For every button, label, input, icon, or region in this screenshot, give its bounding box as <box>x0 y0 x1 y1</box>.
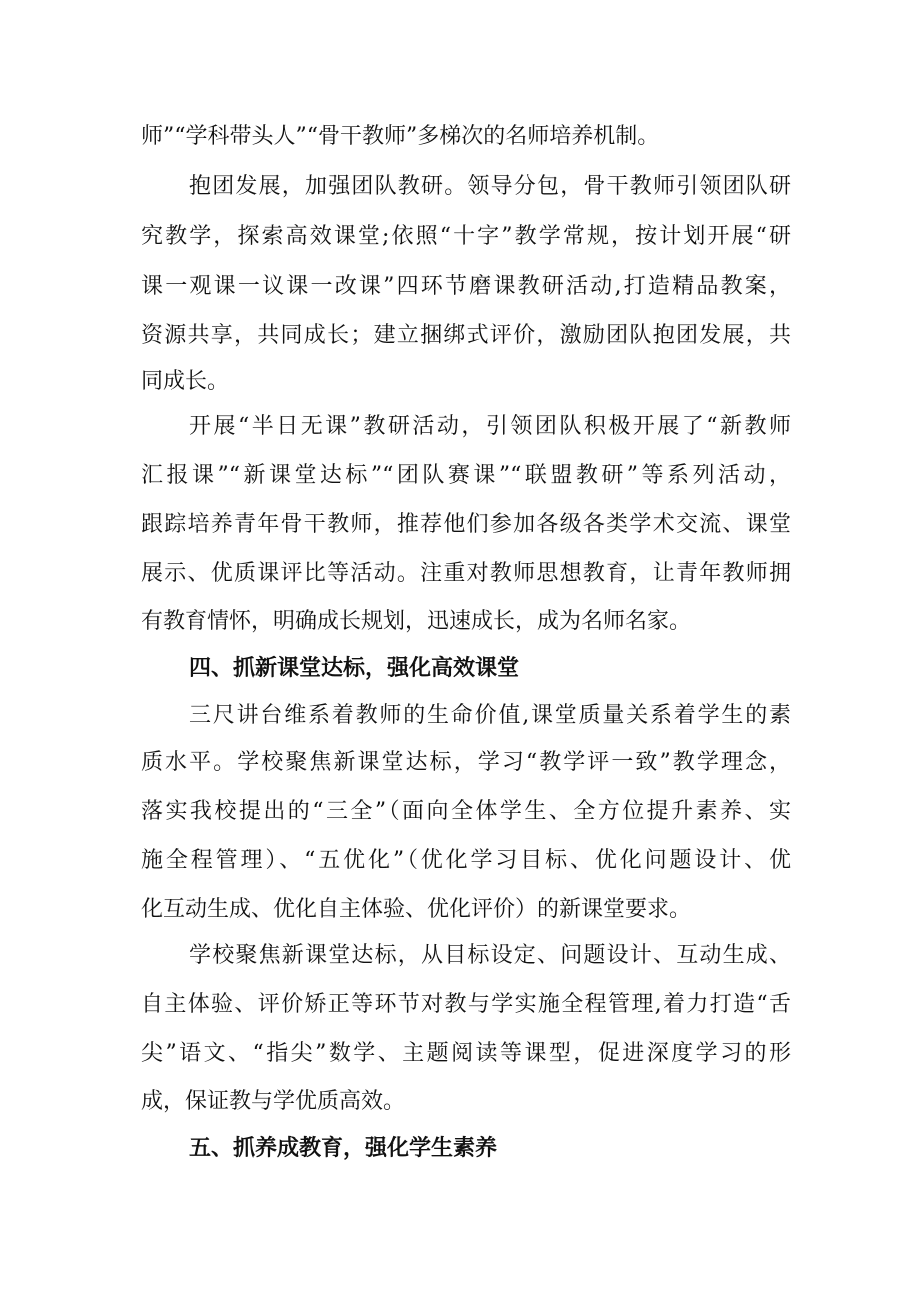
paragraph-line: 有教育情怀，明确成长规划，迅速成长，成为名师名家。 <box>141 609 692 634</box>
paragraph-line: 跟踪培养青年骨干教师，推荐他们参加各级各类学术交流、课堂 <box>141 512 791 537</box>
paragraph-line: 施全程管理）、“五优化”（优化学习目标、优化问题设计、优 <box>141 848 791 873</box>
paragraph-line: 展示、优质课评比等活动。注重对教师思想教育，让青年教师拥 <box>141 561 791 586</box>
paragraph-line: 三尺讲台维系着教师的生命价值,课堂质量关系着学生的素 <box>189 703 791 728</box>
paragraph-line: 开展“半日无课”教研活动，引领团队积极开展了“新教师 <box>189 414 791 439</box>
paragraph-line: 抱团发展，加强团队教研。领导分包，骨干教师引领团队研 <box>189 174 791 199</box>
paragraph-line: 尖”语文、“指尖”数学、主题阅读等课型，促进深度学习的形 <box>141 1041 791 1066</box>
paragraph-line: 究教学，探索高效课堂;依照“十字”教学常规，按计划开展“研 <box>141 224 791 249</box>
paragraph-line: 同成长。 <box>141 369 230 394</box>
paragraph-line: 成，保证教与学优质高效。 <box>141 1089 406 1114</box>
paragraph-line: 汇报课”“新课堂达标”“团队赛课”“联盟教研”等系列活动， <box>141 463 791 488</box>
paragraph-line: 资源共享，共同成长；建立捆绑式评价，激励团队抱团发展，共 <box>141 323 791 348</box>
section-heading: 四、抓新课堂达标，强化高效课堂 <box>189 656 520 681</box>
paragraph-line: 课一观课一议课一改课”四环节磨课教研活动,打造精品教案， <box>141 274 791 299</box>
paragraph-line: 化互动生成、优化自主体验、优化评价）的新课堂要求。 <box>141 897 692 922</box>
paragraph-line: 自主体验、评价矫正等环节对教与学实施全程管理,着力打造“舌 <box>141 992 791 1017</box>
section-heading: 五、抓养成教育，强化学生素养 <box>189 1136 498 1161</box>
paragraph-line: 学校聚焦新课堂达标，从目标设定、问题设计、互动生成、 <box>189 943 791 968</box>
paragraph-line: 落实我校提出的“三全”（面向全体学生、全方位提升素养、实 <box>141 799 791 824</box>
paragraph-line: 质水平。学校聚焦新课堂达标，学习“教学评一致”教学理念， <box>141 750 791 775</box>
paragraph-line: 师”“学科带头人”“骨干教师”多梯次的名师培养机制。 <box>141 124 660 149</box>
